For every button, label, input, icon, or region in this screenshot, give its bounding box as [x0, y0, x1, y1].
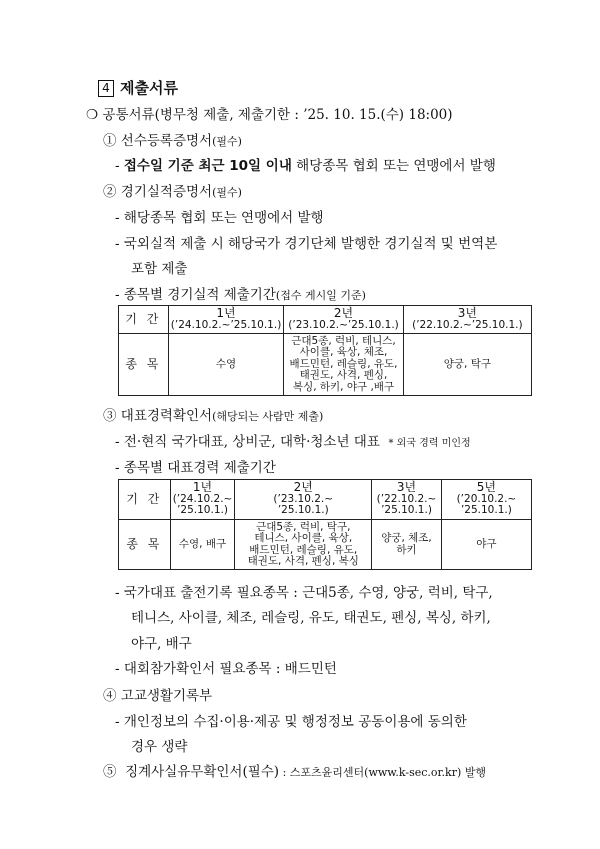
range-label: (’24.10.2.~ — [172, 492, 233, 505]
sports-text: 하키 — [396, 543, 417, 556]
item3-period-title-text: 종목별 대표경력 제출기간 — [123, 460, 276, 476]
range-label: (’22.10.2.~’25.10.1.) — [412, 318, 523, 331]
year-label: 1년 — [216, 306, 236, 320]
item2-line-2: - 국외실적 제출 시 해당국가 경기단체 발행한 경기실적 및 번역본 — [115, 236, 498, 252]
item4-marker: ④ — [103, 688, 117, 704]
table-cell — [372, 520, 442, 570]
year-label: 1년 — [192, 480, 213, 495]
circle-bullet-icon: ❍ — [86, 107, 99, 123]
item3-line-1-text: 전·현직 국가대표, 상비군, 대학·청소년 대표 — [123, 434, 380, 450]
item1-bold-text: 접수일 기준 최근 10일 이내 — [123, 158, 292, 174]
range-label: (’23.10.2.~ — [273, 492, 334, 505]
item4-line-2-text: 경우 생략 — [131, 739, 188, 755]
item2-line-3 — [131, 257, 187, 277]
table-cell — [284, 306, 403, 334]
range-label: ’25.10.1.) — [381, 504, 432, 517]
item1-marker: ① — [103, 133, 117, 149]
table-row — [119, 520, 532, 570]
range-label: (’23.10.2.~’25.10.1.) — [288, 318, 399, 331]
table-cell — [235, 520, 372, 570]
table-row — [119, 334, 532, 396]
section-heading — [98, 77, 178, 98]
item1-line — [115, 154, 496, 174]
item2-note: (필수) — [212, 186, 242, 199]
year-label: 2년 — [333, 306, 354, 320]
item3-line-1-note: * 외국 경력 미인정 — [388, 438, 471, 449]
item3-note: (해당되는 사람만 제출) — [212, 410, 324, 423]
range-label: (’20.10.2.~ — [456, 492, 517, 505]
range-label: ’25.10.1.) — [277, 504, 329, 517]
item4-title — [103, 684, 212, 704]
item5-line — [103, 760, 486, 780]
table-cell — [170, 480, 235, 520]
range-label: (’22.10.2.~ — [376, 492, 437, 505]
year-label: 2년 — [293, 480, 313, 495]
item5-title-text: 징계사실유무확인서(필수) — [125, 764, 280, 780]
item3-title-text: 대표경력확인서 — [120, 408, 213, 424]
year-label: 3년 — [396, 480, 417, 495]
sports-text: 테니스, 사이클, 육상, — [254, 532, 353, 544]
row-header-period: 기 간 — [119, 480, 171, 520]
item3-period-title: - 종목별 대표경력 제출기간 — [115, 460, 276, 476]
table-cell — [168, 306, 284, 334]
row-header-period: 기 간 — [119, 306, 169, 334]
table-cell — [441, 520, 531, 570]
common-docs-text: 공통서류(병무청 제출, 제출기한 : ’25. 10. 15.(수) 18:00) — [102, 107, 453, 123]
sports-text: 태권도, 사격, 펜싱, 복싱 — [247, 555, 359, 567]
sports-text: 배드민턴, 레슬링, 유도, — [289, 357, 398, 370]
sports-text: 태권도, 사격, 펜싱, — [299, 369, 388, 382]
table-row — [119, 306, 532, 334]
item1-note: (필수) — [212, 135, 242, 148]
sports-text: 사이클, 육상, 체조, — [299, 346, 388, 359]
common-docs-line — [86, 103, 453, 123]
item2-line-1-text: 해당종목 협회 또는 연맹에서 발행 — [123, 210, 324, 226]
item3-required-line-1: - 국가대표 출전기록 필요종목 : 근대5종, 수영, 양궁, 럭비, 탁구, — [115, 585, 493, 601]
sports-text: 복싱, 하키, 야구 ,배구 — [292, 380, 395, 393]
sport-record-period-table — [118, 305, 532, 396]
row-header-sport: 종 목 — [119, 334, 169, 396]
item4-line-1-text: 개인정보의 수집·이용·제공 및 행정정보 공동이용에 동의한 — [123, 714, 467, 730]
item2-line-1: - 해당종목 협회 또는 연맹에서 발행 — [115, 210, 324, 226]
sports-text: 수영, 배구 — [178, 537, 227, 550]
item3-required-line-3-text: 야구, 배구 — [131, 636, 192, 652]
item2-period-note: (접수 게시일 기준) — [275, 289, 366, 302]
item2-period-title: - 종목별 경기실적 제출기간(접수 게시일 기준) — [115, 287, 366, 303]
table-cell — [372, 480, 442, 520]
item3-participation-line: - 대회참가확인서 필요종목 : 배드민턴 — [115, 661, 337, 677]
table-cell — [441, 480, 531, 520]
table-cell — [403, 306, 531, 334]
item1-title — [103, 129, 242, 149]
section-title: 제출서류 — [120, 79, 178, 97]
item4-line-1: - 개인정보의 수집·이용·제공 및 행정정보 공동이용에 동의한 — [115, 714, 467, 730]
table-cell — [284, 334, 403, 396]
sports-text: 근대5종, 럭비, 테니스, — [291, 334, 396, 347]
item2-line-3-text: 포함 제출 — [131, 261, 188, 277]
year-label: 3년 — [457, 306, 477, 320]
item4-title-text: 고교생활기록부 — [120, 688, 213, 704]
sports-text: 양궁, 체조, — [381, 532, 432, 544]
item5-marker: ⑤ — [103, 764, 117, 780]
item4-line-2 — [131, 735, 187, 755]
year-label: 5년 — [476, 480, 497, 495]
sports-text: 근대5종, 럭비, 탁구, — [256, 520, 351, 533]
range-label: ’25.10.1.) — [460, 504, 512, 517]
table-cell — [403, 334, 531, 396]
item3-title — [103, 404, 323, 424]
sports-text: 양궁, 탁구 — [443, 357, 491, 370]
range-label: ’25.10.1.) — [177, 504, 228, 517]
sports-text: 수영 — [215, 357, 237, 370]
dash-bullet: - — [115, 158, 120, 174]
national-team-period-table — [118, 479, 532, 570]
item3-required-line-2 — [131, 606, 491, 626]
item3-line-1: - 전·현직 국가대표, 상비군, 대학·청소년 대표 * 외국 경력 미인정 — [115, 434, 471, 450]
sports-text: 야구 — [476, 537, 497, 550]
item3-required-line-3 — [131, 632, 192, 652]
table-cell — [235, 480, 372, 520]
item1-rest-text: 해당종목 협회 또는 연맹에서 발행 — [291, 158, 496, 174]
row-header-sport: 종 목 — [119, 520, 171, 570]
range-label: (’24.10.2.~’25.10.1.) — [170, 318, 282, 331]
item5-rest-text: : 스포츠윤리센터(www.k-sec.or.kr) 발행 — [279, 766, 487, 779]
item3-required-line-2-text: 테니스, 사이클, 체조, 레슬링, 유도, 태권도, 펜싱, 복싱, 하키, — [131, 610, 491, 626]
item2-period-title-text: 종목별 경기실적 제출기간 — [123, 287, 276, 303]
table-cell — [168, 334, 284, 396]
item3-participation-text: 대회참가확인서 필요종목 : 배드민턴 — [123, 661, 337, 677]
item2-title — [103, 180, 242, 200]
item3-marker: ③ — [103, 408, 117, 424]
item1-title-text: 선수등록증명서 — [120, 133, 213, 149]
section-number-box: 4 — [98, 80, 114, 97]
table-row — [119, 480, 532, 520]
sports-text: 배드민턴, 레슬링, 유도, — [249, 543, 358, 556]
item2-marker: ② — [103, 184, 117, 200]
table-cell — [170, 520, 235, 570]
item2-title-text: 경기실적증명서 — [120, 184, 213, 200]
item2-line-2-text: 국외실적 제출 시 해당국가 경기단체 발행한 경기실적 및 번역본 — [123, 236, 498, 252]
item3-required-line-1-text: 국가대표 출전기록 필요종목 : 근대5종, 수영, 양궁, 럭비, 탁구, — [123, 585, 493, 601]
